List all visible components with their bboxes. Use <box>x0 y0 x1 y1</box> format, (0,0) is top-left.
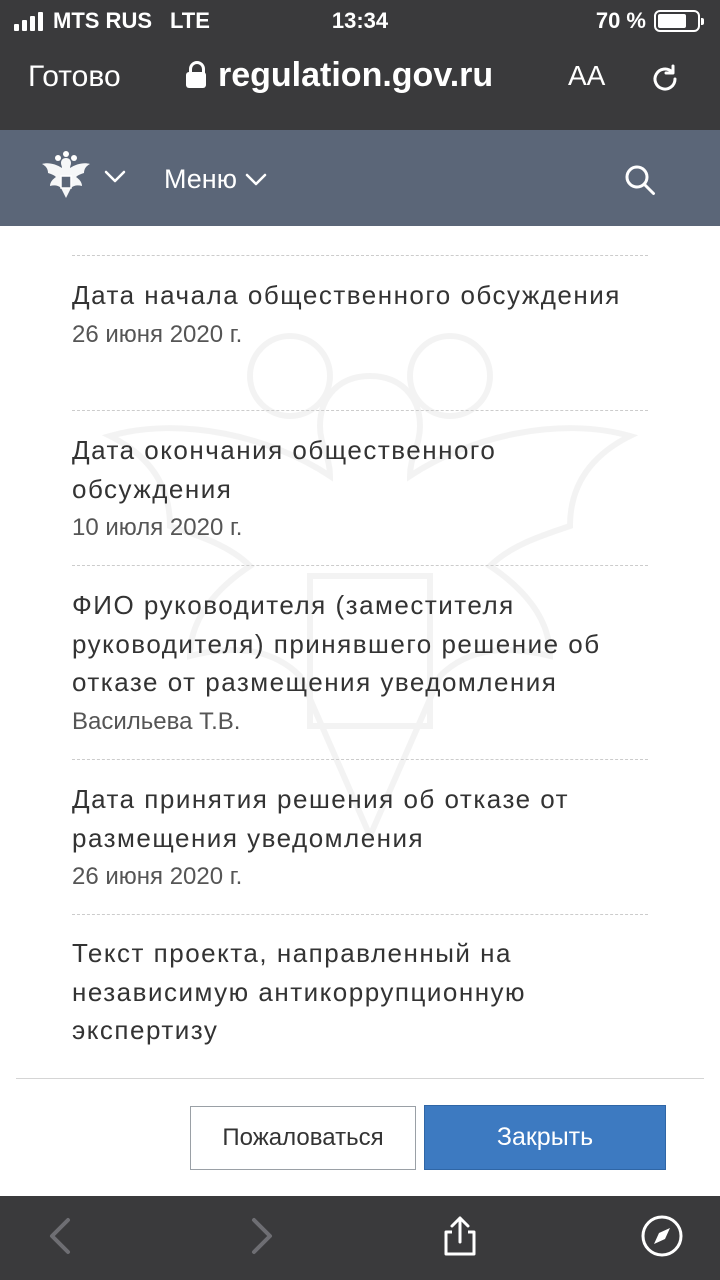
detail-label: Дата принятия решения об отказе от размещения уведомления <box>72 784 570 853</box>
share-icon[interactable] <box>438 1214 482 1258</box>
url-field[interactable] <box>186 56 493 95</box>
detail-label: ФИО руководителя (заместителя руководителя) принявшего решение об отказе от размещения уведомления <box>72 590 601 697</box>
detail-item-discussion-start <box>72 276 648 354</box>
close-button[interactable]: Закрыть <box>424 1105 666 1170</box>
detail-value: Васильева Т.В. <box>72 707 241 735</box>
menu-button[interactable] <box>164 164 267 195</box>
detail-item-refusal-date <box>72 780 648 896</box>
detail-label: Дата окончания общественного обсуждения <box>72 435 497 504</box>
divider <box>72 410 648 411</box>
menu-label: Меню <box>164 164 237 194</box>
carrier-name: MTS RUS <box>53 8 152 33</box>
detail-value: 26 июня 2020 г. <box>72 320 243 348</box>
detail-label: Дата начала общественного обсуждения <box>72 280 621 310</box>
detail-item-responsible-person <box>72 586 648 741</box>
back-arrow-icon[interactable] <box>40 1214 84 1258</box>
complain-button[interactable]: Пожаловаться <box>190 1106 416 1170</box>
detail-value: 26 июня 2020 г. <box>72 863 243 890</box>
browser-address-bar <box>0 42 720 130</box>
status-bar <box>0 0 720 42</box>
compass-icon[interactable] <box>640 1214 684 1258</box>
divider <box>72 565 648 566</box>
coat-of-arms-icon[interactable] <box>36 150 96 210</box>
chevron-down-icon[interactable] <box>104 170 126 184</box>
divider <box>72 255 648 256</box>
clock: 13:34 <box>331 8 389 33</box>
network-type: LTE <box>170 8 210 33</box>
chevron-down-icon <box>245 173 267 187</box>
detail-value: 10 июля 2020 г. <box>72 514 243 541</box>
url-text: regulation.gov.ru <box>218 56 494 94</box>
detail-item-anticorruption-text <box>72 934 648 1050</box>
detail-label: Текст проекта, направленный на независимую антикоррупционную экспертизу <box>72 938 527 1045</box>
done-button[interactable]: Готово <box>28 60 121 93</box>
divider <box>72 914 648 915</box>
text-size-button[interactable]: AA <box>568 60 606 91</box>
battery-icon <box>654 10 700 32</box>
search-icon[interactable] <box>622 162 658 198</box>
reload-icon[interactable] <box>648 62 682 96</box>
forward-arrow-icon[interactable] <box>238 1214 282 1258</box>
detail-item-discussion-end <box>72 431 648 547</box>
divider <box>72 759 648 760</box>
project-details-panel <box>0 226 720 1078</box>
divider <box>16 1078 704 1079</box>
site-nav-bar <box>0 130 720 226</box>
battery-percent: 70 % <box>595 8 646 33</box>
lock-icon <box>186 72 206 88</box>
browser-toolbar <box>0 1196 720 1280</box>
